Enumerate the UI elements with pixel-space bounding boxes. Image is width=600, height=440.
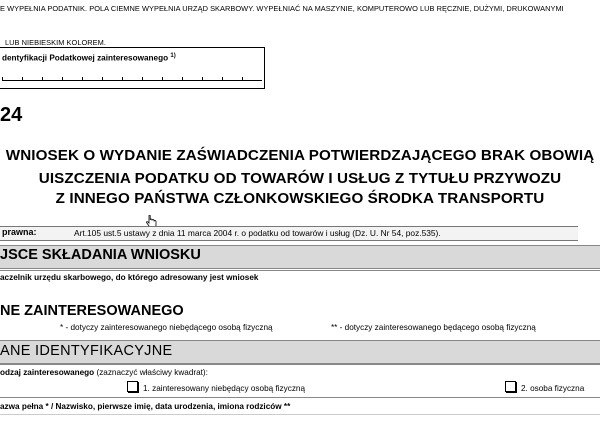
option-2-label: 2. osoba fizyczna	[521, 384, 585, 393]
nip-digit-tick	[242, 77, 243, 81]
nip-label	[2, 53, 176, 63]
legal-basis-text: Art.105 ust.5 ustawy z dnia 11 marca 2004 r. o podatku od towarów i usług (Dz. U. Nr 54, poz.535).	[74, 228, 441, 238]
section-b1-title: ANE IDENTYFIKACYJNE	[0, 343, 173, 359]
tax-office-label: aczelnik urzędu skarbowego, do którego adresowany jest wniosek	[0, 273, 259, 282]
instruction-line-2: LUB NIEBIESKIM KOLOREM.	[5, 38, 106, 47]
section-b-title: NE ZAINTERESOWANEGO	[0, 303, 184, 319]
form-title-line-3: Z INNEGO PAŃSTWA CZŁONKOWSKIEGO ŚRODKA TRANSPORTU	[55, 190, 545, 207]
nip-input[interactable]	[2, 69, 262, 83]
nip-digit-tick	[222, 77, 223, 81]
type-label-text: odzaj zainteresowanego	[0, 368, 95, 377]
footnote-double: ** - dotyczy zainteresowanego będącego osobą fizyczną	[331, 323, 536, 332]
nip-digit-tick	[202, 77, 203, 81]
nip-digit-tick	[142, 77, 143, 81]
nip-digit-tick	[102, 77, 103, 81]
tax-office-field[interactable]	[0, 270, 600, 271]
form-number: 24	[0, 104, 23, 126]
option-1-label: 1. zainteresowany niebędący osobą fizyczną	[143, 384, 306, 393]
form-title-line-2: UISZCZENIA PODATKU OD TOWARÓW I USŁUG Z TYTUŁU PRZYWOZU	[38, 170, 562, 187]
type-label	[0, 368, 208, 377]
nip-digit-tick	[162, 77, 163, 81]
footnote-single: * - dotyczy zainteresowanego niebędącego osobą fizyczną	[60, 323, 273, 332]
nip-digit-tick	[22, 77, 23, 81]
nip-footnote: 1)	[170, 53, 176, 59]
nip-label-text: dentyfikacji Podatkowej zainteresowanego	[2, 53, 169, 63]
nip-digit-tick	[122, 77, 123, 81]
nip-digit-tick	[182, 77, 183, 81]
nip-digit-tick	[82, 77, 83, 81]
name-label: azwa pełna * / Nazwisko, pierwsze imię, data urodzenia, imiona rodziców **	[0, 402, 291, 411]
form-title-line-1: WNIOSEK O WYDANIE ZAŚWIADCZENIA POTWIERDZAJĄCEGO BRAK OBOWIĄ	[5, 147, 595, 164]
name-field[interactable]	[0, 414, 600, 415]
nip-digit-tick	[42, 77, 43, 81]
type-hint: (zaznaczyć właściwy kwadrat):	[96, 368, 208, 377]
checkbox-option-1[interactable]	[127, 381, 138, 392]
nip-digit-tick	[62, 77, 63, 81]
type-field-top	[0, 364, 600, 365]
checkbox-option-2[interactable]	[505, 381, 516, 392]
section-a-title: JSCE SKŁADANIA WNIOSKU	[0, 247, 201, 263]
nip-digit-tick	[2, 77, 3, 81]
legal-basis-label: prawna:	[2, 227, 37, 237]
instruction-line-1: E WYPEŁNIA PODATNIK. POLA CIEMNE WYPEŁNIA URZĄD SKARBOWY. WYPEŁNIAĆ NA MASZYNIE, KOMPUTEROWO LUB RĘCZNIE, DUŻYMI, DRUKOWANYMI	[0, 4, 564, 13]
name-field-top	[0, 397, 600, 398]
